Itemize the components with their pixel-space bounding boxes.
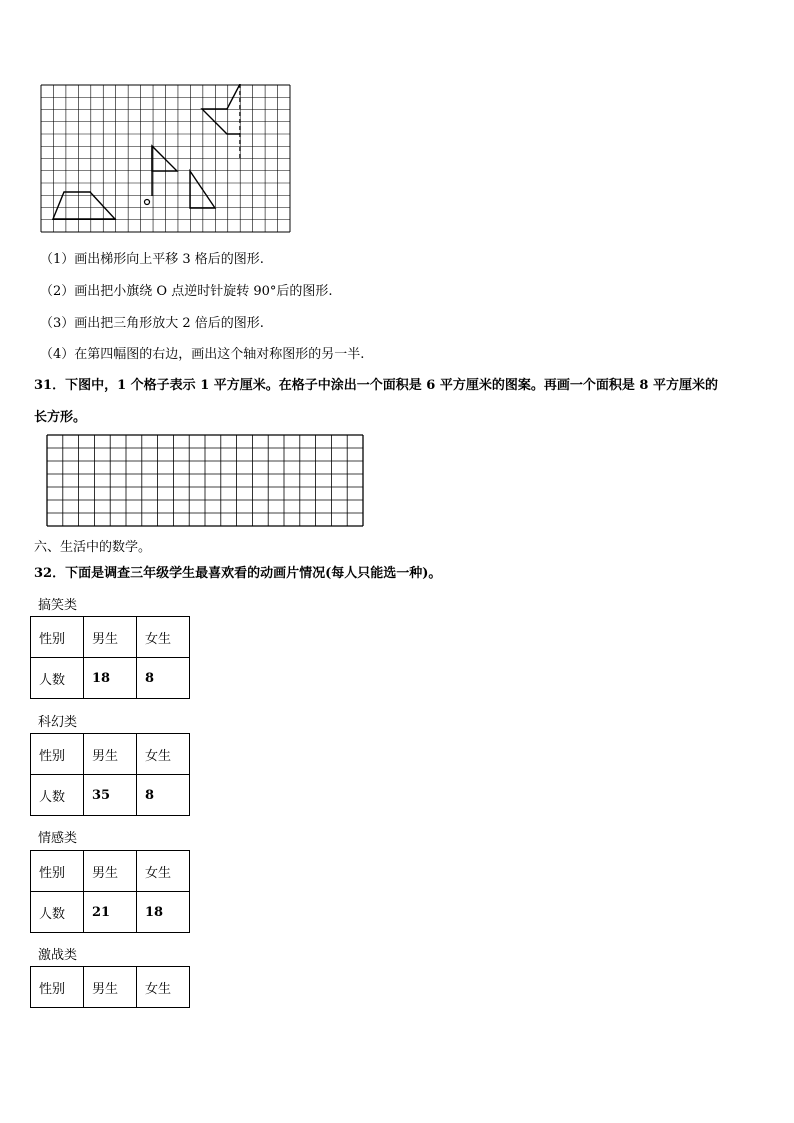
q30-sub1: （1）画出梯形向上平移 3 格后的图形. xyxy=(40,252,264,267)
table-row xyxy=(31,851,190,892)
q30-sub2: （2）画出把小旗绕 O 点逆时针旋转 90°后的图形. xyxy=(40,284,333,299)
survey-table-scifi xyxy=(30,733,190,816)
table-row xyxy=(31,967,190,1008)
girls-count-cell: 8 xyxy=(137,658,190,699)
q31-line1: 31．下图中，1 个格子表示 1 平方厘米。在格子中涂出一个面积是 6 平方厘米的图案。再画一个面积是 8 平方厘米的 xyxy=(34,378,718,393)
header-cell: 性别 xyxy=(31,734,84,775)
header-cell: 女生 xyxy=(137,734,190,775)
category-label: 情感类 xyxy=(38,831,78,846)
table-row xyxy=(31,734,190,775)
table-row xyxy=(31,775,190,816)
header-cell: 性别 xyxy=(31,617,84,658)
header-cell: 男生 xyxy=(84,734,137,775)
row-label-cell: 人数 xyxy=(31,892,84,933)
category-label: 激战类 xyxy=(38,948,78,963)
header-cell: 男生 xyxy=(84,851,137,892)
header-cell: 女生 xyxy=(137,617,190,658)
q30-sub3: （3）画出把三角形放大 2 倍后的图形. xyxy=(40,316,264,331)
q31-line2: 长方形。 xyxy=(34,410,87,425)
category-label: 科幻类 xyxy=(38,715,78,730)
q30-sub4: （4）在第四幅图的右边，画出这个轴对称图形的另一半. xyxy=(40,347,365,362)
q32-intro: 32．下面是调查三年级学生最喜欢看的动画片情况(每人只能选一种)。 xyxy=(34,566,442,581)
table-row xyxy=(31,892,190,933)
row-label-cell: 人数 xyxy=(31,658,84,699)
transformation-grid xyxy=(40,84,292,234)
survey-table-comedy xyxy=(30,616,190,699)
row-label-cell: 人数 xyxy=(31,775,84,816)
table-row xyxy=(31,617,190,658)
survey-table-action xyxy=(30,966,190,1008)
category-label: 搞笑类 xyxy=(38,598,78,613)
header-cell: 性别 xyxy=(31,967,84,1008)
girls-count-cell: 8 xyxy=(137,775,190,816)
boys-count-cell: 21 xyxy=(84,892,137,933)
boys-count-cell: 35 xyxy=(84,775,137,816)
grid-lines xyxy=(41,85,290,232)
trapezoid-shape xyxy=(53,192,115,219)
area-grid xyxy=(46,433,366,528)
section-six-title: 六、生活中的数学。 xyxy=(34,540,152,555)
header-cell: 女生 xyxy=(137,851,190,892)
grid-lines xyxy=(47,435,363,526)
table-row xyxy=(31,658,190,699)
triangle-shape xyxy=(190,171,215,208)
header-cell: 男生 xyxy=(84,617,137,658)
girls-count-cell: 18 xyxy=(137,892,190,933)
header-cell: 女生 xyxy=(137,967,190,1008)
boys-count-cell: 18 xyxy=(84,658,137,699)
half-symmetric-shape xyxy=(202,84,240,134)
header-cell: 男生 xyxy=(84,967,137,1008)
header-cell: 性别 xyxy=(31,851,84,892)
rotation-point-o xyxy=(145,200,150,205)
survey-table-emotion xyxy=(30,850,190,933)
